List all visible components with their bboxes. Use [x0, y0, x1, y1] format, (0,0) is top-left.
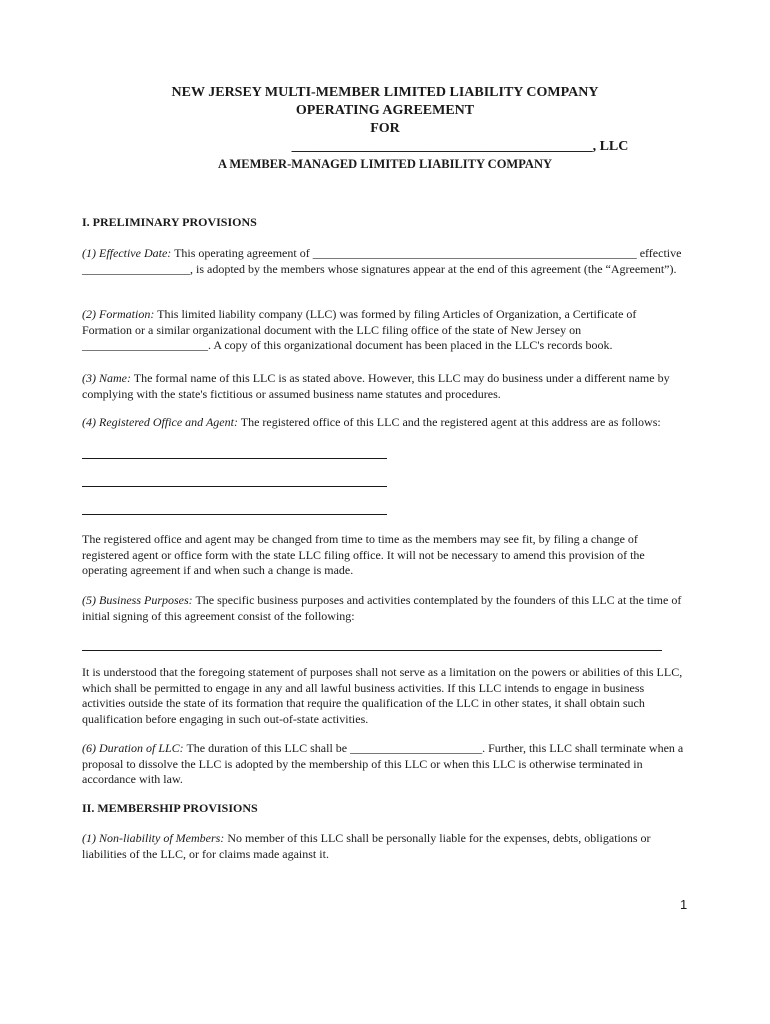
- paragraph-registered-office: [82, 415, 687, 431]
- paragraph-business-purposes: [82, 593, 687, 624]
- blank-line-address-1: [82, 458, 387, 459]
- label-non-liability: (1) Non-liability of Members:: [82, 831, 225, 845]
- page-number: 1: [680, 897, 688, 912]
- paragraph-formation: [82, 307, 687, 354]
- paragraph-registered-office-change: The registered office and agent may be changed from time to time as the members may see fit, by filing a change of registered agent or office form with the state LLC filing office. It will not be necessary to amend this provision of the operating agreement if and when such a change is made.: [82, 532, 645, 577]
- text-name: The formal name of this LLC is as stated above. However, this LLC may do business under a different name by complying with the state's fictitious or assumed business name statutes and procedures.: [82, 371, 670, 401]
- paragraph-purposes-limitation: It is understood that the foregoing statement of purposes shall not serve as a limitation on the powers or abilities of this LLC, which shall be permitted to engage in any and all lawful business activities. If this LLC intends to engage in business activities outside the state of its formation that require the qualification of the LLC in other states, it shall obtain such qualification before engaging in such out-of-state activities.: [82, 665, 683, 726]
- title-line-1: NEW JERSEY MULTI-MEMBER LIMITED LIABILITY COMPANY: [171, 85, 599, 100]
- section-heading-membership: II. MEMBERSHIP PROVISIONS: [82, 801, 258, 815]
- paragraph-non-liability: [82, 831, 687, 862]
- label-business-purposes: (5) Business Purposes:: [82, 593, 193, 607]
- paragraph-name: [82, 371, 687, 402]
- text-business-purposes: The specific business purposes and activities contemplated by the founders of this LLC at the time of initial signing of this agreement consist of the following:: [82, 593, 682, 623]
- label-duration: (6) Duration of LLC:: [82, 741, 184, 755]
- text-registered-office: The registered office of this LLC and the registered agent at this address are as follows:: [237, 415, 661, 429]
- paragraph-effective-date: [82, 246, 687, 277]
- text-duration: The duration of this LLC shall be ______________________. Further, this LLC shall terminate when a proposal to dissolve the LLC is adopted by the membership of this LLC or when this LLC is otherwise terminated in accordance with law.: [82, 741, 684, 786]
- blank-line-address-3: [82, 514, 387, 515]
- blank-line-purposes: [82, 650, 662, 651]
- text-effective-date: This operating agreement of ______________________________________________________ effective __________________, is adopted by the members whose signatures appear at the end of this agreement (the “Agreement”).: [82, 246, 682, 276]
- paragraph-duration: [82, 741, 687, 788]
- text-non-liability: No member of this LLC shall be personally liable for the expenses, debts, obligations or liabilities of the LLC, or for claims made against it.: [82, 831, 651, 861]
- blank-line-address-2: [82, 486, 387, 487]
- label-effective-date: (1) Effective Date:: [82, 246, 172, 260]
- title-block: [0, 84, 770, 172]
- section-heading-preliminary: I. PRELIMINARY PROVISIONS: [82, 215, 257, 229]
- label-registered-office: (4) Registered Office and Agent:: [82, 415, 238, 429]
- label-formation: (2) Formation:: [82, 307, 155, 321]
- text-formation: This limited liability company (LLC) was formed by filing Articles of Organization, a Certificate of Formation or a similar organizational document with the LLC filing office of the state of New Jersey on _____________________. A copy of this organizational document has been placed in the LLC's records book.: [82, 307, 637, 352]
- title-line-2: OPERATING AGREEMENT: [295, 103, 475, 118]
- label-name: (3) Name:: [82, 371, 131, 385]
- title-subtitle: A MEMBER-MANAGED LIMITED LIABILITY COMPANY: [217, 157, 553, 171]
- title-llc-name-line: ___________________________________________, LLC: [291, 139, 629, 154]
- title-line-3: FOR: [370, 121, 400, 136]
